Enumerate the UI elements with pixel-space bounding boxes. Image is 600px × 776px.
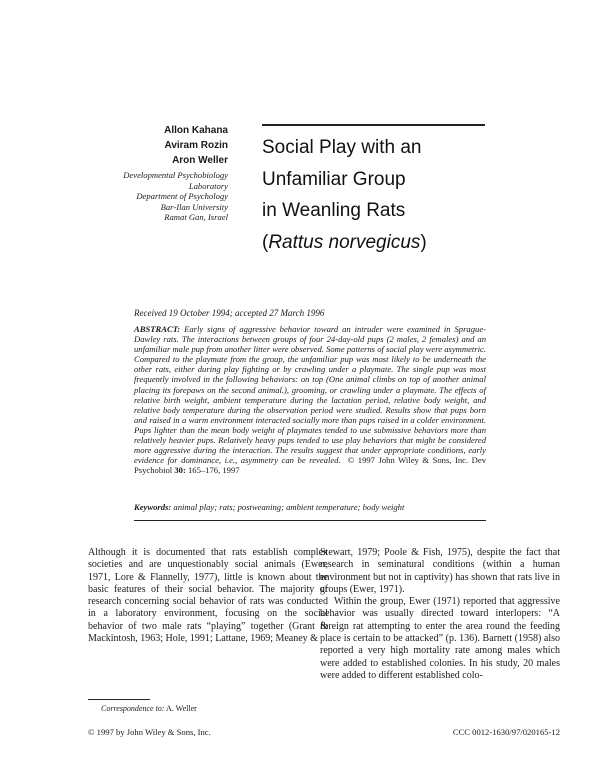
body-paragraph: Although it is documented that rats establish complex societies and are unquestionably social animals (Ewer, 1971, Lore & Flannelly, 1977), little is known about the basic features of their social behavior. The majority of research concerning social behavior of rats was conducted in a laboratory environment, focusing on the social behavior of two male rats “playing” together (Grant & Mackintosh, 1963; Hole, 1991; Lattane, 1969; Meaney & <box>88 547 328 645</box>
affiliation-line: Ramat Gan, Israel <box>164 212 228 223</box>
abstract-heading: ABSTRACT: <box>134 324 181 334</box>
body-column-left <box>88 547 328 645</box>
affiliation-line: Developmental Psychobiology <box>123 170 228 180</box>
author-name: Aron Weller <box>172 155 228 166</box>
ccc-code-footer: CCC 0012-1630/97/020165-12 <box>452 727 560 737</box>
keywords-rule <box>134 520 486 521</box>
paren-open: ( <box>262 231 269 253</box>
paren-close: ) <box>420 231 427 253</box>
title-line: Social Play with an <box>262 137 422 158</box>
article-title <box>262 132 492 258</box>
title-rule <box>262 124 485 126</box>
abstract <box>134 324 486 475</box>
footnote-name: A. Weller <box>166 704 197 713</box>
affiliation-line: Laboratory <box>188 180 228 191</box>
citation-pages: 165–176, 1997 <box>187 465 240 476</box>
title-line: Unfamiliar Group <box>262 168 406 190</box>
title-line-species <box>262 227 492 259</box>
author-name: Allon Kahana <box>164 125 228 136</box>
affiliation-line: Bar-Ilan University <box>160 201 228 212</box>
footnote-label: Correspondence to: <box>101 704 165 713</box>
body-paragraph: Stewart, 1979; Poole & Fish, 1975), despite the fact that research in seminatural conditions (within a human environment but not in captivity) has shown that rats live in groups (Ewer, 1971). <box>320 547 560 595</box>
citation-volume: 30: <box>174 465 186 476</box>
correspondence-footnote <box>101 704 197 714</box>
body-paragraph: Within the group, Ewer (1971) reported that aggressive behavior was usually directed toward interlopers: “A foreign rat attempting to enter the area round the feeding place is certain to be attacked” (p. 136). Barnett (1958) also reported a very high mortality rate among males which were added to established colonies. In his study, 20 males were added to different established colo- <box>320 596 560 681</box>
body-column-right <box>320 547 560 682</box>
title-line: in Weanling Rats <box>262 200 406 221</box>
copyright-footer: © 1997 by John Wiley & Sons, Inc. <box>88 727 211 737</box>
keywords <box>134 502 486 513</box>
citation-journal: © 1997 John Wiley & Sons, Inc. Dev Psychobiol <box>134 455 486 476</box>
affiliation <box>100 170 228 223</box>
received-dates: Received 19 October 1994; accepted 27 March 1996 <box>134 308 325 318</box>
footnote-rule <box>88 699 150 700</box>
species-name: Rattus norvegicus <box>268 231 421 253</box>
author-name: Aviram Rozin <box>164 140 228 151</box>
abstract-text: Early signs of aggressive behavior toward an intruder were examined in Sprague-Dawley rats. The interactions between groups of four 24-day-old pups (2 males, 2 females) and an unfamiliar male pup from another litter were observed. Some patterns of social play were asymmetric. Compared to the playmate from the group, the unfamiliar pup was most likely to be underneath the other rats, either during play fighting or by crawling under a playmate. The single pup was most frequently involved in the following behaviors: on top (One animal climbs on top of another animal placing its forepaws on the second animal.), grooming, or crawling under a playmate. The effects of relative birth weight, ambient temperature during the lactation period, relative body weight, and relative body temperature during the observation period were studied. Results show that pups born and raised in a warm environment interacted socially more than pups raised in a colder environment. Pups lighter than the mean body weight of playmates tended to use submissive behaviors more than relatively heavier pups. Relatively heavy pups tended to use play behaviors that might be considered more aggressive during the interaction. The results suggest that under appropriate conditions, early evidence for dominance, i.e., asymmetry can be revealed. <box>134 324 486 466</box>
keywords-heading: Keywords: <box>134 502 172 512</box>
keywords-text: animal play; rats; postweaning; ambient temperature; body weight <box>173 502 405 512</box>
author-block <box>100 123 228 223</box>
affiliation-line: Department of Psychology <box>136 191 228 202</box>
